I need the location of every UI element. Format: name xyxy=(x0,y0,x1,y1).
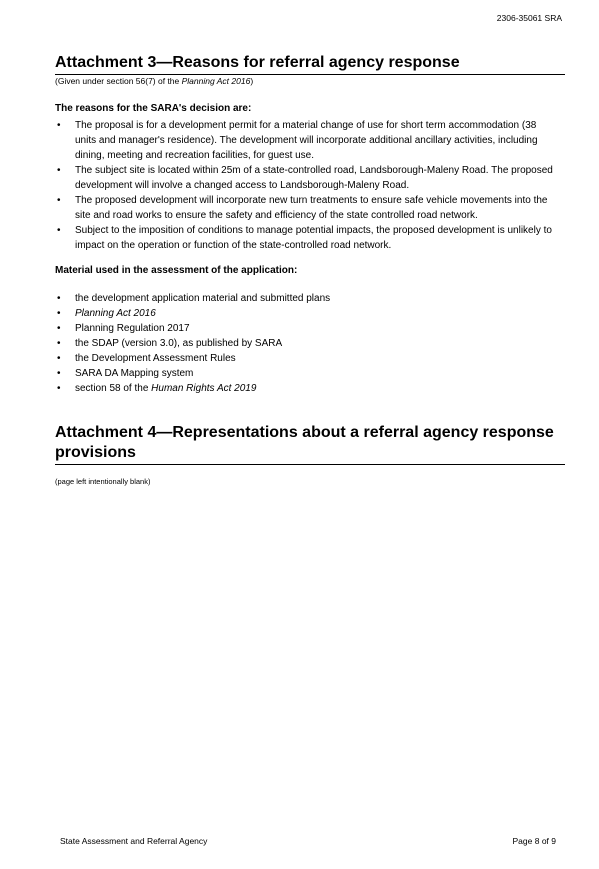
list-item xyxy=(55,163,559,193)
material-text: the Development Assessment Rules xyxy=(75,353,236,364)
attachment-3-subtitle xyxy=(55,76,253,86)
attachment-4-title-line2: provisions xyxy=(55,444,136,461)
list-item xyxy=(55,381,559,396)
bullet-icon: • xyxy=(57,293,61,304)
reason-text: Subject to the imposition of conditions to manage potential impacts, the proposed development is unlikely to impact on the operation or function of the state-controlled road network. xyxy=(75,225,552,251)
list-item xyxy=(55,193,559,223)
bullet-icon: • xyxy=(57,338,61,349)
bullet-icon: • xyxy=(57,225,61,236)
material-text-act: Human Rights Act 2019 xyxy=(151,383,257,394)
list-item xyxy=(55,366,559,381)
reasons-heading: The reasons for the SARA's decision are: xyxy=(55,103,252,114)
document-reference: 2306-35061 SRA xyxy=(496,13,562,23)
material-text: Planning Act 2016 xyxy=(75,308,156,319)
list-item xyxy=(55,336,559,351)
footer-agency: State Assessment and Referral Agency xyxy=(60,836,208,846)
list-item xyxy=(55,223,559,253)
bullet-icon: • xyxy=(57,195,61,206)
subtitle-pre: (Given under section 56(7) of the xyxy=(55,76,182,86)
reason-text: The proposal is for a development permit for a material change of use for short term accommodation (38 units and manager's residence). The development will incorporate additional ancillary activities, including dining, meeting and recreation facilities, for guest use. xyxy=(75,120,538,161)
bullet-icon: • xyxy=(57,165,61,176)
bullet-icon: • xyxy=(57,383,61,394)
material-text: Planning Regulation 2017 xyxy=(75,323,190,334)
reason-text: The proposed development will incorporate new turn treatments to ensure safe vehicle movements into the site and road works to ensure the safety and efficiency of the state controlled road network. xyxy=(75,195,548,221)
material-text: the development application material and submitted plans xyxy=(75,293,331,304)
list-item xyxy=(55,118,559,163)
bullet-icon: • xyxy=(57,120,61,131)
attachment-4-title-line1: Attachment 4—Representations about a referral agency response xyxy=(55,424,554,441)
list-item xyxy=(55,306,559,321)
subtitle-post: ) xyxy=(250,76,254,86)
attachment-3-title: Attachment 3—Reasons for referral agency response xyxy=(55,53,565,75)
list-item xyxy=(55,321,559,336)
bullet-icon: • xyxy=(57,323,61,334)
reasons-list xyxy=(55,118,559,253)
footer-page-number: Page 8 of 9 xyxy=(512,836,556,846)
material-heading: Material used in the assessment of the application: xyxy=(55,265,298,276)
reason-text: The subject site is located within 25m of a state-controlled road, Landsborough-Maleny Road. The proposed development will involve a changed access to Landsborough-Maleny Road. xyxy=(75,165,553,191)
material-text: SARA DA Mapping system xyxy=(75,368,194,379)
attachment-4-title xyxy=(55,423,565,465)
bullet-icon: • xyxy=(57,368,61,379)
bullet-icon: • xyxy=(57,353,61,364)
material-text: the SDAP (version 3.0), as published by SARA xyxy=(75,338,283,349)
bullet-icon: • xyxy=(57,308,61,319)
blank-page-note: (page left intentionally blank) xyxy=(55,477,151,486)
list-item xyxy=(55,291,559,306)
material-list xyxy=(55,291,559,396)
subtitle-act: Planning Act 2016 xyxy=(181,76,251,86)
material-text-pre: section 58 of the xyxy=(75,383,152,394)
list-item xyxy=(55,351,559,366)
